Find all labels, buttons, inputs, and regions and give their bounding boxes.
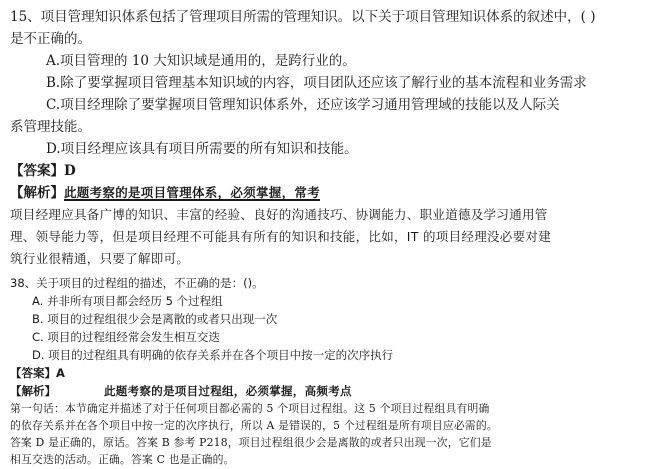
q38-analysis-header: [10, 382, 645, 400]
q38-analysis-line4: 相互交迭的活动。正确。答案 C 也是正确的。: [10, 453, 235, 466]
q38-option-c: C. 项目的过程组经常会发生相互交迭: [32, 330, 220, 344]
q15-analysis-line1: 项目经理应具备广博的知识、丰富的经验、良好的沟通技巧、协调能力、职业道德及学习通用管: [10, 207, 548, 222]
q15-answer: [10, 160, 645, 182]
q38-option-b: B. 项目的过程组很少会是离散的或者只出现一次: [32, 312, 278, 326]
q15-analysis-line2: 理、领导能力等，但是项目经理不可能具有所有的知识和技能，比如，IT 的项目经理没必要对建: [10, 229, 551, 244]
q38-option-a: A. 并非所有项目都会经历 5 个过程组: [32, 294, 223, 308]
q15-option-a: A.项目管理的 10 大知识域是通用的，是跨行业的。: [46, 53, 356, 69]
q15-option-d: D.项目经理应该具有项目所需要的所有知识和技能。: [46, 141, 358, 157]
q15-answer-label: 【答案】: [10, 163, 64, 179]
q38-analysis-line2: 的依存关系并在各个项目中按一定的次序执行，所以 A 是错误的，5 个过程组是所有项目应必需的。: [10, 419, 498, 432]
q38-option-d: D. 项目的过程组具有明确的依存关系并在各个项目中按一定的次序执行: [32, 348, 394, 362]
q38-answer-label: 【答案】: [10, 366, 56, 380]
q15-answer-value: D: [64, 163, 76, 179]
q38-answer: [10, 364, 645, 382]
q15-option-b: B.除了要掌握项目管理基本知识域的内容，项目团队还应该了解行业的基本流程和业务需求: [46, 75, 587, 91]
q15-option-c-line1: C.项目经理除了要掌握项目管理知识体系外，还应该学习通用管理域的技能以及人际关: [46, 97, 560, 113]
q15-option-c-line2: 系管理技能。: [10, 119, 91, 135]
q38-analysis-heading: 此题考察的是项目过程组，必须掌握，高频考点: [104, 384, 352, 398]
q15-stem-line1: 15、项目管理知识体系包括了管理项目所需的管理知识。以下关于项目管理知识体系的叙述中，( ): [10, 9, 596, 25]
q15-stem-line2: 是不正确的。: [10, 31, 91, 47]
q38-analysis-label: 【解析】: [10, 384, 56, 398]
q38-answer-value: A: [56, 366, 65, 380]
q15-analysis-label: 【解析】: [10, 185, 64, 201]
q38-analysis-line1: 第一句话：本节确定并描述了对于任何项目都必需的 5 个项目过程组。这 5 个项目过程组具有明确: [10, 402, 490, 415]
question-38: [10, 274, 645, 468]
q38-analysis-line3: 答案 D 是正确的，原话。答案 B 参考 P218，项目过程组很少会是离散的或者只出现一次，它们是: [10, 436, 492, 449]
q15-analysis-heading: 此题考察的是项目管理体系，必须掌握，常考: [64, 185, 321, 200]
question-15: [10, 6, 645, 270]
q38-stem: 38、关于项目的过程组的描述，不正确的是：()。: [10, 276, 264, 290]
q15-analysis-line3: 筑行业很精通，只要了解即可。: [10, 251, 190, 266]
q15-analysis-header: [10, 182, 645, 204]
